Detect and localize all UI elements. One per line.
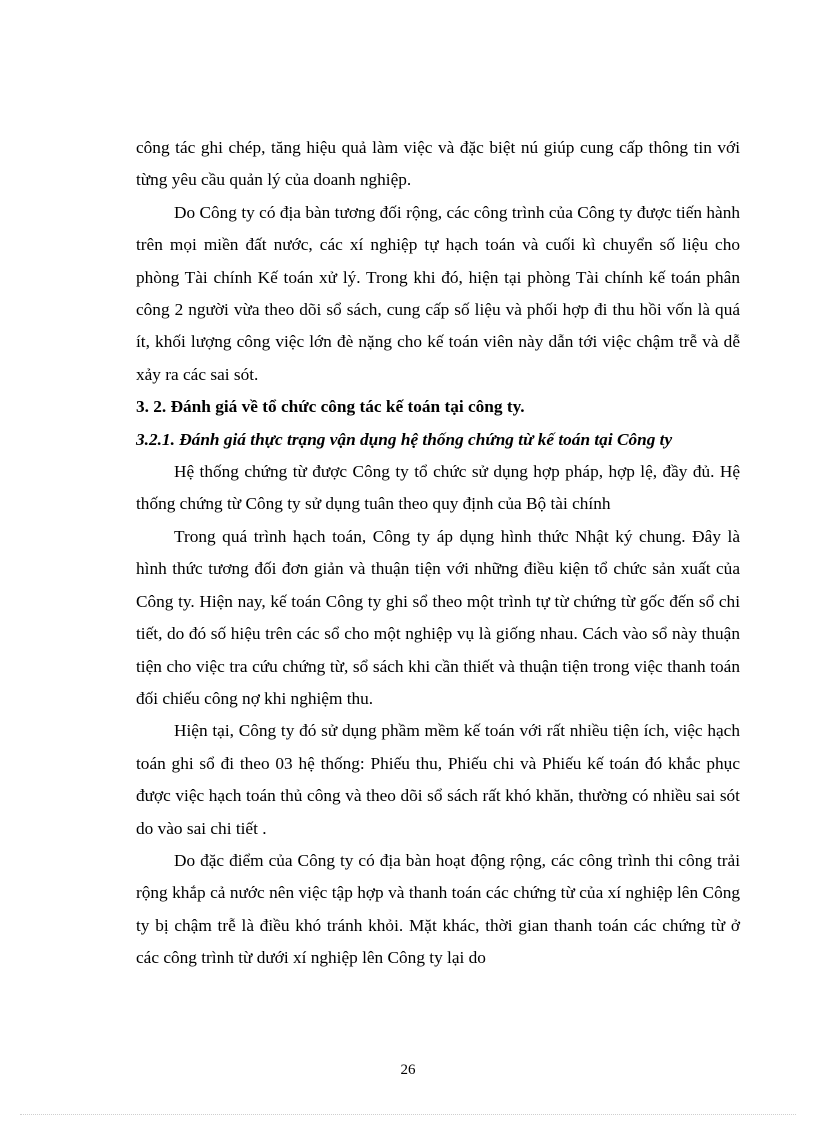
- page-bottom-divider: [20, 1114, 796, 1115]
- paragraph-continuation: công tác ghi chép, tăng hiệu quả làm việc và đặc biệt nú giúp cung cấp thông tin với từng yêu cầu quản lý của doanh nghiệp.: [136, 138, 740, 190]
- section-heading: 3. 2. Đánh giá về tổ chức công tác kế toán tại công ty.: [136, 397, 525, 417]
- page-number: 26: [400, 1062, 416, 1078]
- paragraph: Do Công ty có địa bàn tương đối rộng, các công trình của Công ty được tiến hành trên mọi miền đất nước, các xí nghiệp tự hạch toán và cuối kì chuyển số liệu cho phòng Tài chính Kế toán xử lý. Trong khi đó, hiện tại phòng Tài chính kế toán phân công 2 người vừa theo dõi sổ sách, cung cấp số liệu và phối hợp đi thu hồi vốn là quá ít, khối lượng công việc lớn đè nặng cho kế toán viên này dẫn tới việc chậm trễ và dễ xảy ra các sai sót.: [136, 202, 740, 384]
- paragraph: Do đặc điểm của Công ty có địa bàn hoạt động rộng, các công trình thi công trải rộng khắp cả nước nên việc tập hợp và thanh toán các chứng từ của xí nghiệp lên Công ty bị chậm trễ là điều khó tránh khỏi. Mặt khác, thời gian thanh toán các chứng từ ở các công trình từ dưới xí nghiệp lên Công ty lại do: [136, 850, 740, 968]
- paragraph: Hiện tại, Công ty đó sử dụng phầm mềm kế toán với rất nhiều tiện ích, việc hạch toán ghi sổ đi theo 03 hệ thống: Phiếu thu, Phiếu chi và Phiếu kế toán đó khắc phục được việc hạch toán thủ công và theo dõi sổ sách rất khó khăn, thường có nhiều sai sót do vào sai chi tiết .: [136, 721, 740, 838]
- paragraph: Hệ thống chứng từ được Công ty tổ chức sử dụng hợp pháp, hợp lệ, đầy đủ. Hệ thống chứng từ Công ty sử dụng tuân theo quy định của Bộ tài chính: [136, 462, 740, 514]
- subsection-heading: 3.2.1. Đánh giá thực trạng vận dụng hệ thống chứng từ kế toán tại Công ty: [136, 429, 673, 449]
- paragraph: Trong quá trình hạch toán, Công ty áp dụng hình thức Nhật ký chung. Đây là hình thức tương đối đơn giản và thuận tiện với những điều kiện tổ chức sản xuất của Công ty. Hiện nay, kế toán Công ty ghi sổ theo một trình tự từ chứng từ gốc đến sổ chi tiết, do đó số hiệu trên các sổ cho một nghiệp vụ là giống nhau. Cách vào sổ này thuận tiện cho việc tra cứu chứng từ, sổ sách khi cần thiết và thuận tiện trong việc thanh toán đối chiếu công nợ khi nghiệm thu.: [136, 526, 740, 708]
- document-body: [136, 132, 740, 975]
